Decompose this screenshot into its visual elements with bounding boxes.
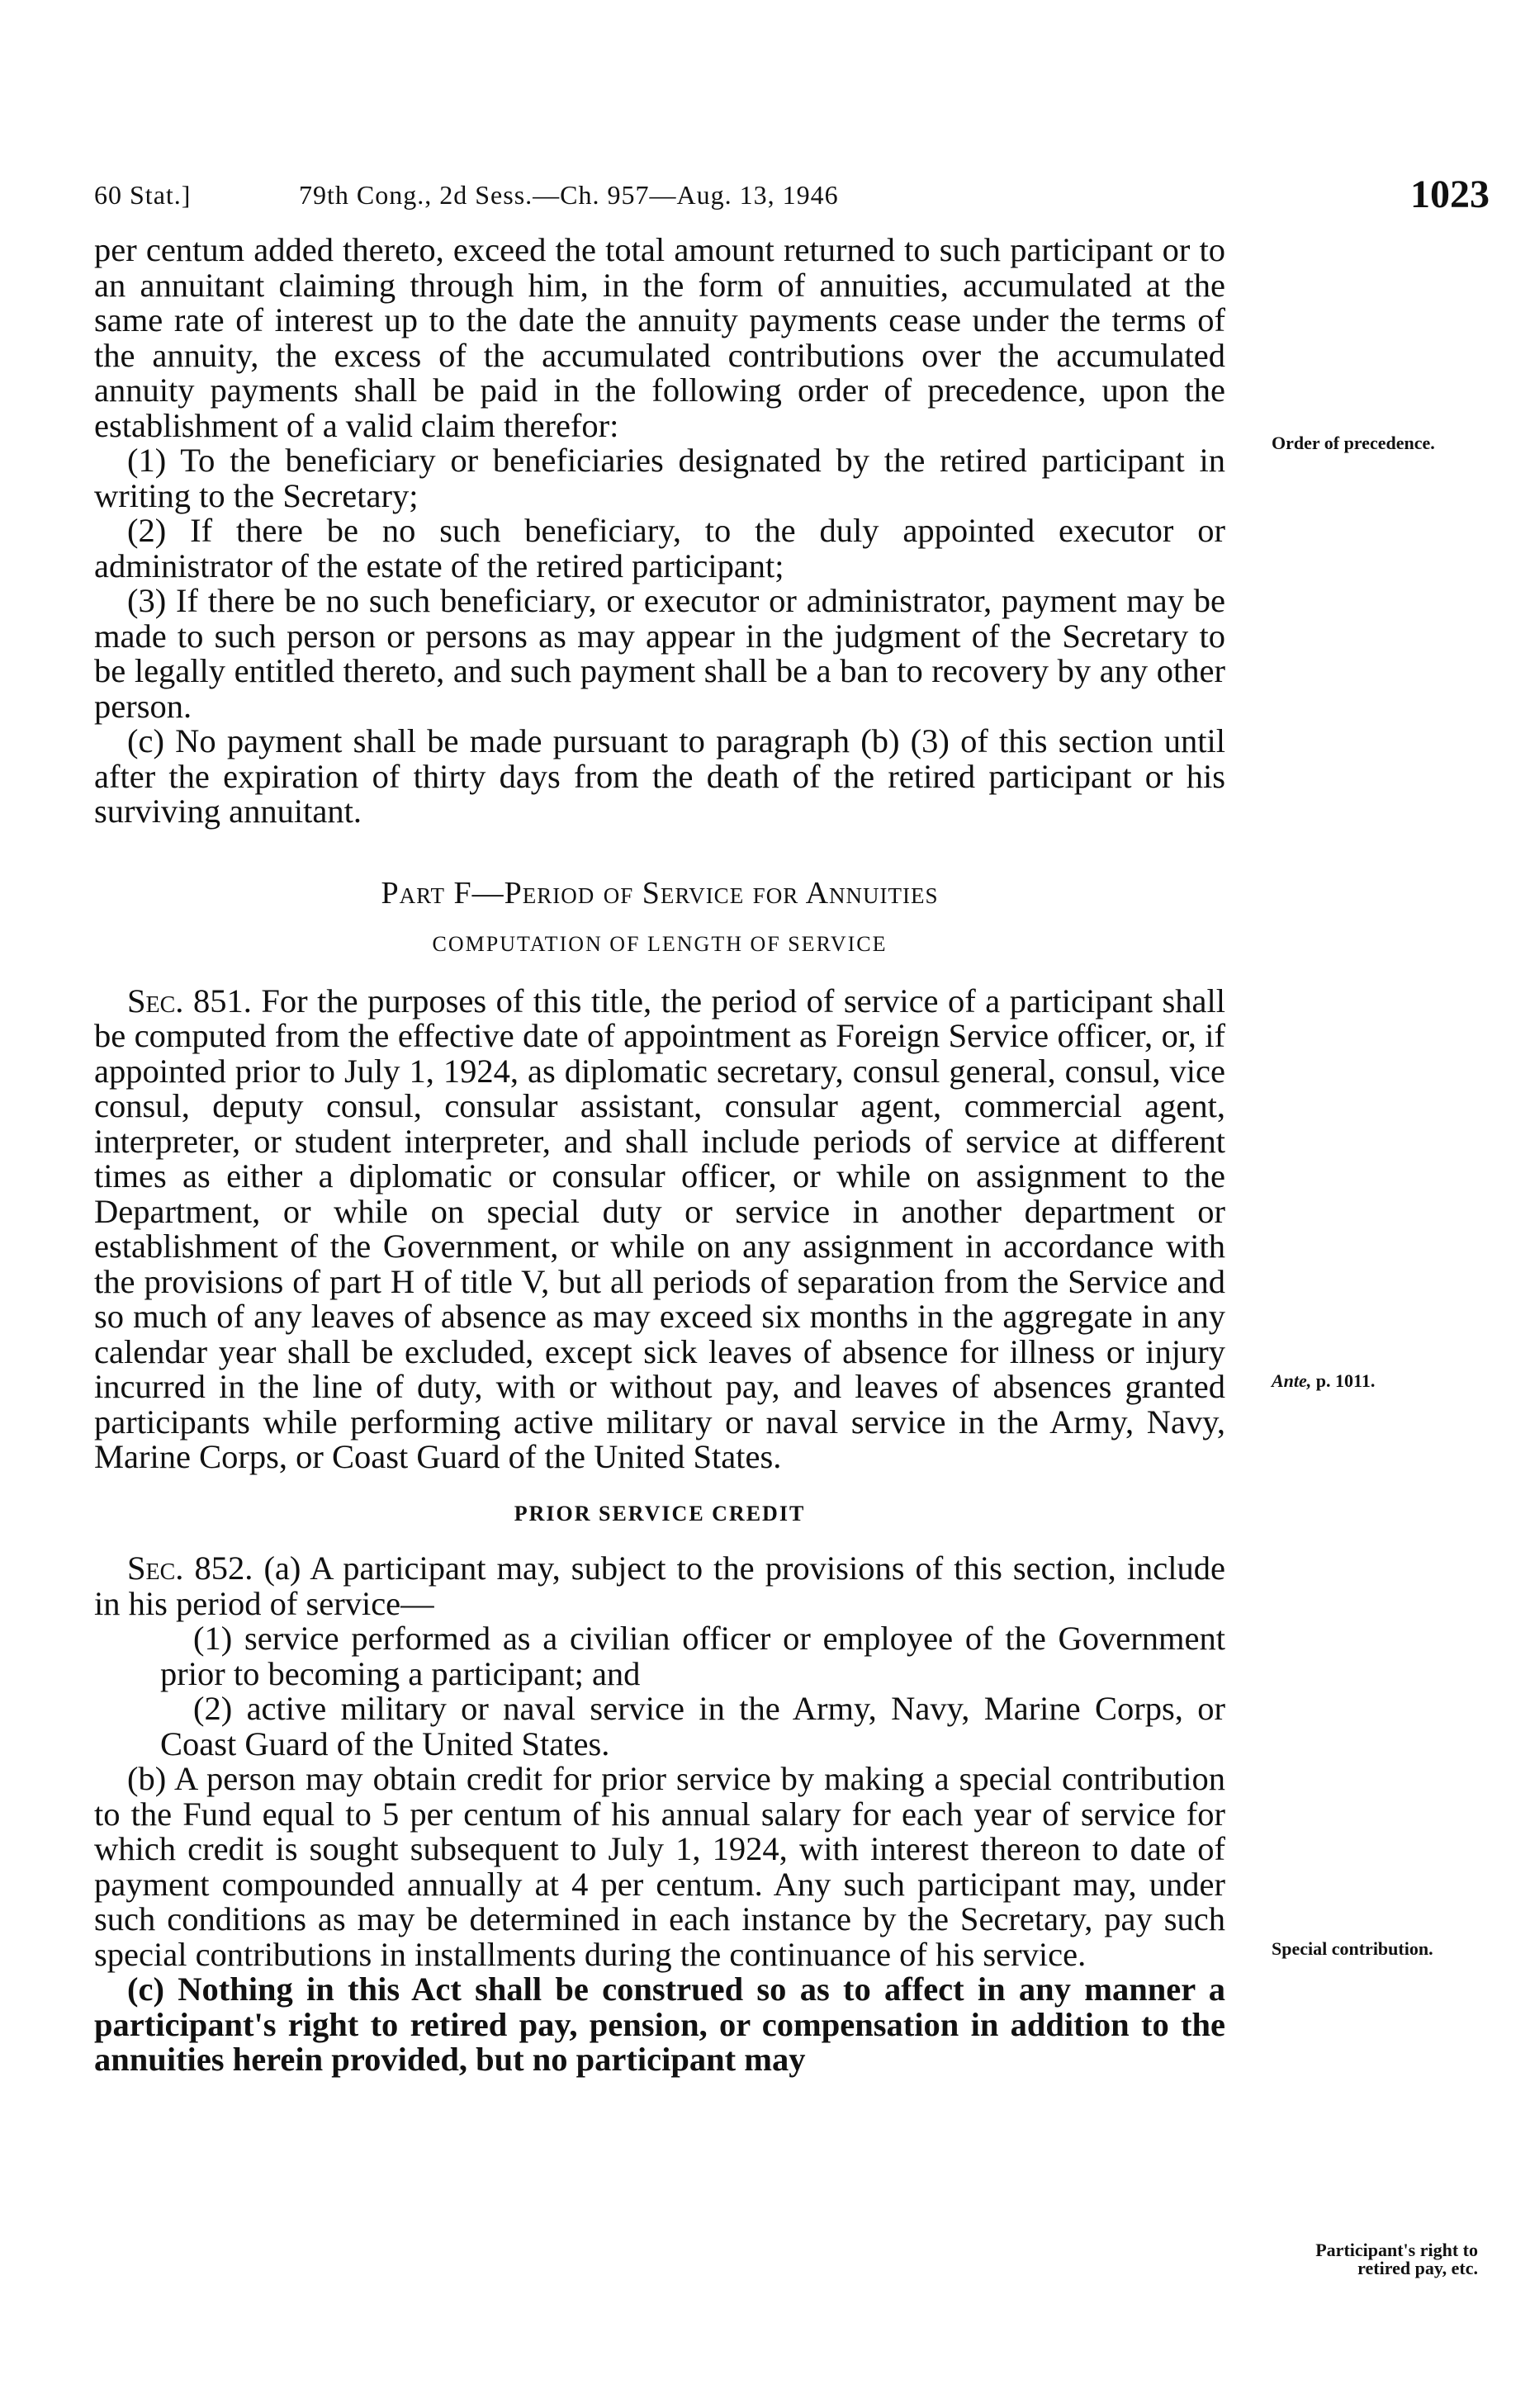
part-heading-text: Part F—Period of Service for Annuities xyxy=(381,875,939,911)
marginal-note-order: Order of precedence. xyxy=(1272,433,1435,453)
section-852-b: (b) A person may obtain credit for prior service by making a special contribution to the Fund equal to 5 per centum of his annual salary for each year of service for which credit is sought subsequent to July 1, 1924, with interest thereon to date of payment compounded annually at 4 per centum. Any such participant may, under such conditions as may be determined in each instance by the Secretary, pay such special contributions in installments during the continuance of his service. xyxy=(94,1760,1225,1973)
section-852-intro xyxy=(94,1551,1225,1621)
marginal-note-special: Special contribution. xyxy=(1272,1938,1433,1959)
prior-service-heading: PRIOR SERVICE CREDIT xyxy=(514,1501,806,1526)
section-852-item-2: (2) active military or naval service in the Army, Navy, Marine Corps, or Coast Guard of the United States. xyxy=(160,1690,1225,1762)
volume-citation: 60 Stat.] xyxy=(94,180,192,210)
section-851 xyxy=(94,984,1225,1475)
list-item-2: (2) If there be no such beneficiary, to the duly appointed executor or administrator of the estate of the retired participant; xyxy=(94,512,1225,584)
marginal-ante-page: p. 1011. xyxy=(1315,1370,1376,1391)
section-851-text: For the purposes of this title, the period of service of a participant shall be computed from the effective date of appointment as Foreign Service officer, or, if appointed prior to July 1, 1924, as diplomatic secretary, consul general, consul, vice consul, deputy consul, consular assistant, consular agent, commercial agent, interpreter, or student interpreter, and shall include periods of service at different times as either a diplomatic or consular officer, or while on assignment to the Department, or while on special duty or service in another department or establishment of the Government, or while on any assignment in accordance with the provisions of part H of title V, but all periods of separation from the Service and so much of any leaves of absence as may exceed six months in the aggregate in any calendar year shall be excluded, except sick leaves of absence for illness or injury incurred in the line of duty, with or without pay, and leaves of absences granted participants while performing active military or naval service in the Army, Navy, Marine Corps, or Coast Guard of the United States. xyxy=(94,982,1225,1475)
section-852-intro-text: (a) A participant may, subject to the provisions of this section, include in his period of service— xyxy=(94,1549,1225,1622)
computation-heading: COMPUTATION OF LENGTH OF SERVICE xyxy=(432,932,888,956)
section-851-label: Sec. 851. xyxy=(127,982,252,1019)
marginal-note-ante xyxy=(1272,1372,1519,1390)
body-text xyxy=(94,233,1225,2078)
congress-citation: 79th Cong., 2d Sess.—Ch. 957—Aug. 13, 1946 xyxy=(299,180,839,210)
part-heading xyxy=(94,876,1225,911)
list-item-3: (3) If there be no such beneficiary, or executor or administrator, payment may be made to such person or persons as may appear in the judgment of the Secretary to be legally entitled thereto, and such payment shall be a ban to recovery by any other person. xyxy=(94,582,1225,725)
paragraph-continuation: per centum added thereto, exceed the total amount returned to such participant or to an annuitant claiming through him, in the form of annuities, accumulated at the same rate of interest up to the date the annuity payments cease under the terms of the annuity, the excess of the accumulated contributions over the accumulated annuity payments shall be paid in the following order of precedence, upon the establishment of a valid claim therefor: xyxy=(94,231,1225,444)
paragraph-c: (c) No payment shall be made pursuant to paragraph (b) (3) of this section until after the expiration of thirty days from the death of the retired participant or his surviving annuitant. xyxy=(94,722,1225,830)
list-item-1: (1) To the beneficiary or beneficiaries designated by the retired participant in writing to the Secretary; xyxy=(94,442,1225,514)
section-852-item-1: (1) service performed as a civilian officer or employee of the Government prior to becoming a participant; and xyxy=(160,1620,1225,1692)
marginal-ante-italic: Ante, xyxy=(1272,1370,1312,1391)
page-number: 1023 xyxy=(1410,173,1490,216)
section-852-c: (c) Nothing in this Act shall be construed so as to affect in any manner a participant's right to retired pay, pension, or compensation in addition to the annuities herein provided, but no participant may xyxy=(94,1970,1225,2078)
section-852-label: Sec. 852. xyxy=(127,1549,253,1587)
running-head xyxy=(94,172,1498,221)
marginal-note-retired: Participant's right to retired pay, etc. xyxy=(1315,2240,1478,2278)
